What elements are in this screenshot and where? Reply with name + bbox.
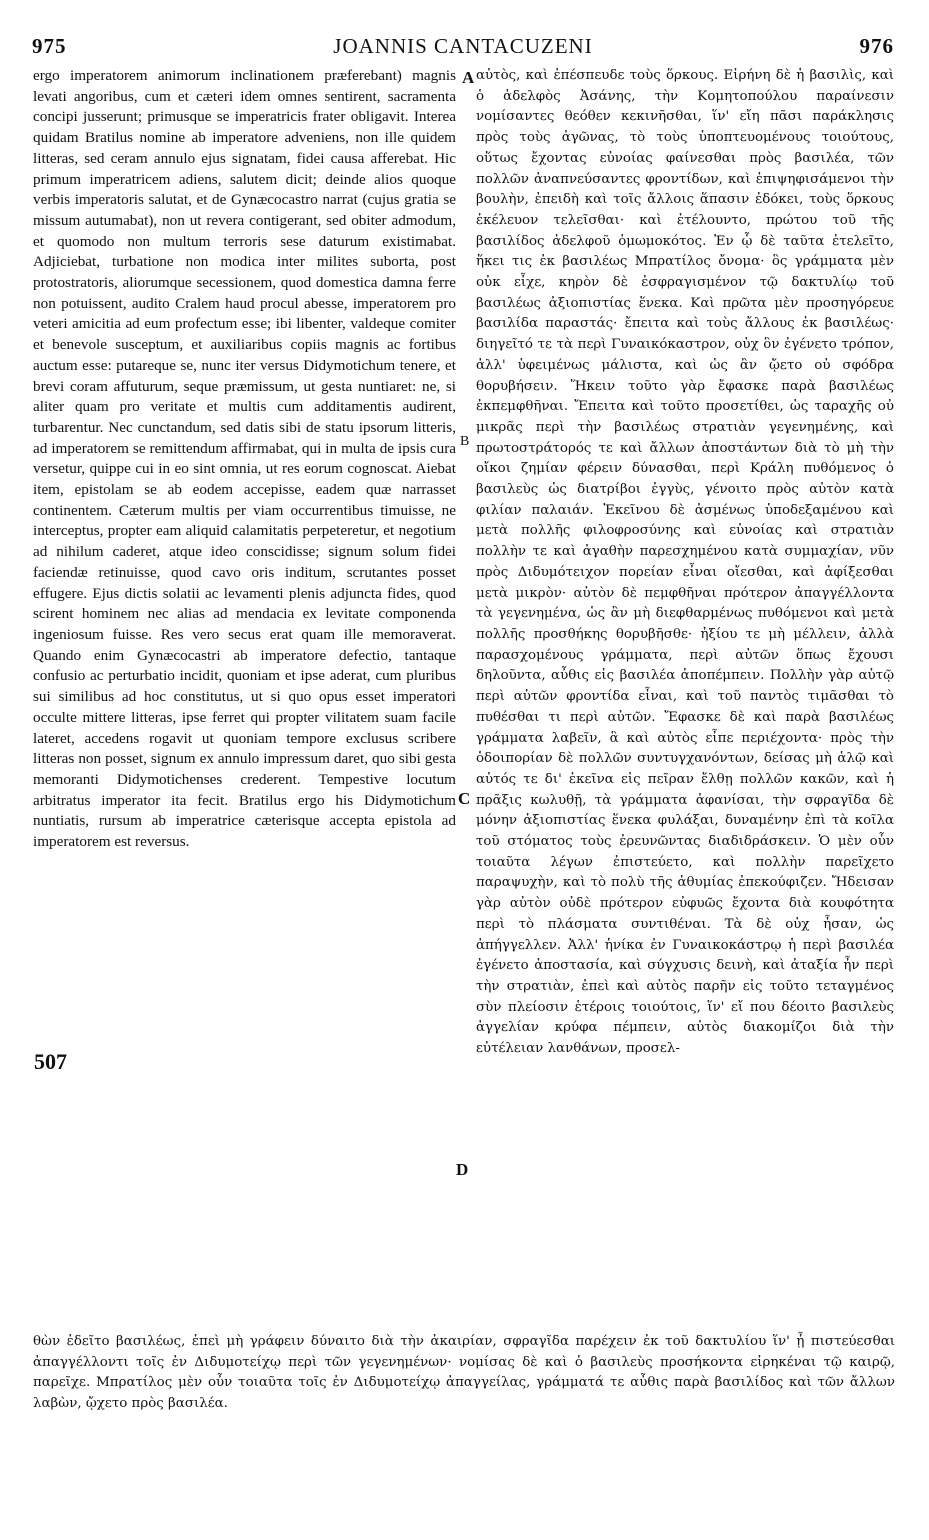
greek-continuation-text: θὼν ἐδεῖτο βασιλέως, ἐπεὶ μὴ γράφειν δύναιτο διὰ τὴν ἀκαιρίαν, σφραγῖδα παρέχειν ἐκ τοῦ δακτυλίου ἵν' ᾖ πιστεύεσθαι ἀπαγγέλλοντι τοῖς ἐν Διδυμοτείχῳ περὶ τῶν γεγενημένων· νομίσας δὲ καὶ ὁ βασιλεὺς προσήκοντα εἰρηκέναι τῷ καιρῷ, παρεῖχε. Μπρατίλος μὲν οὖν τοιαῦτα τοῖς ἐν Διδυμοτείχῳ ἀπαγγείλας, γράμματά τε αὖθις παρὰ βασιλίδος καὶ τῶν ἄλλων λαβὼν, ᾤχετο πρὸς βασιλέα. bbox=[33, 1334, 895, 1412]
greek-column bbox=[476, 66, 894, 1328]
page-number-left: 975 bbox=[32, 34, 67, 58]
greek-text: αὐτὸς, καὶ ἐπέσπευδε τοὺς ὅρκους. Εἰρήνη δὲ ἡ βασιλὶς, καὶ ὁ ἀδελφὸς Ἀσάνης, τὴν Κομητοπούλου παραίνεσιν νομίσαντες θεόθεν κεκινῆσθαι, ἵν' εἴη πᾶσι παράκλησις πρὸς τοὺς ἀγῶνας, τὸ τοὺς ὑποπτευομένους τοιούτους, οὕτως ἔχοντας εὐνοίας φαίνεσθαι πρὸς βασιλέα, τῶν πολλῶν ἀναπνεύσαντες φροντίδων, καὶ ἐπιψηφισάμενοι τὴν βουλὴν, ἐπειδὴ καὶ τοῖς ἄλλοις ἅπασιν ἐδόκει, τοὺς ὅρκους ἐκέλευον τελεῖσθαι· καὶ ἐτέλουντο, πρώτου τοῦ τῆς βασιλίδος ἀδελφοῦ ὁμωμοκότος. Ἐν ᾧ δὲ ταῦτα ἐτελεῖτο, ἥκει τις ἐκ βασιλέως Μπρατίλος ὄνομα· ὃς γράμματα μὲν οὐκ εἶχε, κηρὸν δὲ ἐσφραγισμένον τῷ δακτυλίῳ τοῦ βασιλέως ἀξιοπιστίας ἕνεκα. Καὶ πρῶτα μὲν προσηγόρευε βασιλίδα παραστάς· ἔπειτα καὶ τοὺς ἄλλους ἐκ βασιλέως· διηγεῖτό τε τὰ περὶ Γυναικόκαστρον, οὐχ ὃν ἐγένετο τρόπον, ἀλλ' ὑφειμένως μάλιστα, καὶ ὡς ἂν ᾤετο οὐ σφόδρα θορυβήσειν. Ἥκειν τοῦτο γὰρ ἔφασκε παρὰ βασιλέως ἐκπεμφθῆναι. Ἔπειτα καὶ τοῦτο προσετίθει, ὡς ταραχῆς οὐ μικρᾶς περὶ τὴν βασιλέως στρατιὰν γεγενημένης, καὶ πρωτοστράτορός τε καὶ ἄλλων ἀποστάντων διὰ τὸ μὴ τὴν οἴκοι ζημίαν φέρειν δύνασθαι, περὶ Κράλη πυθόμενος ὁ βασιλεὺς ὡς διατρίβοι ἐγγὺς, γένοιτο πρὸς αὐτὸν κατὰ φιλίαν παλαιάν. Ἐκεῖνου δὲ ἀσμένως ὑποδεξαμένου καὶ μετὰ πολλῆς φιλοφροσύνης καὶ εὐνοίας καὶ στρατιὰν πολλὴν τε καὶ ἀγαθὴν παρεσχημένου κατὰ συμμαχίαν, νῦν πρὸς Διδυμότειχον πορείαν εἶναι οἴεσθαι, καὶ ἀφίξεσθαι μετὰ μικρὸν· αὐτὸν δὲ πεμφθῆναι πρότερον ἀπαγγέλλοντα τὰ γεγενημένα, ὡς ἂν μὴ διεφθαρμένως πυθόμενοι καὶ μετὰ πολλῆς προσθήκης θορυβῆσθε· ἠξίου τε μὴ μέλλειν, ἀλλὰ παρασχομένους γράμματα, περὶ αὐτῶν ὅπως ἔχουσι δηλοῦντα, αὖθις εἰς βασιλέα ἀποπέμπειν. Πολλὴν γὰρ αὐτῷ περὶ αὐτῶν φροντίδα εἶναι, καὶ τοῦ παντὸς τιμᾶσθαι τὸ πυθέσθαι τι περὶ αὐτῶν. Ἔφασκε δὲ καὶ παρὰ βασιλέως γράμματα λαβεῖν, ἃ καὶ αὐτὸς εἶπε περιέχοντα· πρὸς τὴν ὁδοιπορίαν δὲ πολλῶν συντυγχανόντων, δείσας μὴ ἁλῷ καὶ αὐτός τε δι' ἐκεῖνα εἰς πεῖραν ἔλθῃ πολλῶν κακῶν, καὶ ἡ πρᾶξις κωλυθῇ, τὰ γράμματα ἀφανίσαι, τὴν σφραγῖδα δὲ μόνην ἀξιοπιστίας ἕνεκα φυλάξαι, δυναμένην ἐπὶ τὰ κοῖλα τοῦ στόματος τοὺς ἐρευνῶντας διαδιδράσκειν. Ὁ μὲν οὖν τοιαῦτα λέγων ἐπιστεύετο, καὶ πολλὴν παρεῖχετο παραψυχὴν, καὶ τὸ πολὺ τῆς ἀθυμίας ἐπεκούφιζεν. Ἤδεισαν γὰρ αὐτὸν οὐδὲ πρότερον εὐφυῶς ἔχοντα διὰ κουφότητα περὶ τὸ πλάσματα συντιθέναι. Τὰ δὲ οὐχ ἦσαν, ὡς ἀπήγγελλεν. Ἀλλ' ἡνίκα ἐν Γυναικοκάστρῳ ἡ περὶ βασιλέα ἐγένετο ἀποστασία, καὶ σύγχυσις δεινὴ, καὶ ἀταξία ἦν περὶ τὴν στρατιὰν, ἐπεὶ καὶ αὐτὸς παρῆν εἰς τοῦτο τεταγμένος σὺν πλείοσιν ἑτέροις τοιούτοις, ἵν' εἴ που δέοιτο βασιλεὺς ἀγγελίαν κρύφα πέμπειν, αὐτὸς διακομίζοι διὰ τὴν εὐτέλειαν λανθάνων, προσελ- bbox=[476, 68, 894, 1057]
section-marker-c: C bbox=[458, 789, 471, 808]
greek-continuation bbox=[33, 1332, 895, 1415]
margin-page-number: 507 bbox=[34, 1049, 67, 1074]
page-header bbox=[32, 30, 894, 62]
section-marker-a: A bbox=[462, 68, 475, 87]
section-marker-b: B bbox=[460, 434, 470, 449]
latin-text: ergo imperatorem animorum inclinationem præferebant) magnis levati angoribus, cum et cæteri idem omnes sentirent, sacramenta concipi jusserunt; primusque se imperatricis frater obligavit. Interea quidam Bratilus nomine ab imperatore adveniens, non ille quidem litteras, sed ceram annulo ejus signatam, fidei causa afferebat. Hic primum imperatricem adiens, salutem dicit; deinde alios quoque verbis imperatoris salutat, et de Gynæcocastro narrat (cujus gratia se missum autumabat), non ut revera contigerant, sed obiter admodum, et quomodo non multum terroris sese daturum existimabat. Adjiciebat, turbatione non modica inter milites suborta, post protostratoris, aliorumque secessionem, quod domestica damna ferre non potuissent, audito Cralem haud procul abesse, imperatorem pro veteri amicitia ad eum profectum esse; ibi libenter, valdeque comiter et benevole susceptum, et auxiliaribus copiis magnis ac fortibus auctum esse: putareque se, nunc iter versus Didymotichum tenere, et brevi coram affuturum, seque præmissum, ut gesta nuntiaret: ne, si aliter quam pro veritate et multis cum additamentis audirent, turbarentur. Nec cunctandum, sed datis sibi de statu ipsorum litteris, ad imperatorem se remittendum affirmabat, qui in multa de ipsis cura versetur, quippe cui in eo sint omnia, ut res eorum cognoscat. Aiebat item, epistolam se ab eodem accepisse, eadem quæ narrasset continentem. Cæterum multis per viam occurrentibus timuisse, ne interceptus, propter eam aliquid calamitatis perpeteretur, et negotium ad nihilum caderet, atque ideo conscidisse; signum solum fidei faciendæ retinuisse, quod cavo oris inditum, scrutantes posset effugere. Ejus dictis solatii ac levamenti plenis adjuncta fides, quod scirent hominem nec alias ad mendacia ex levitate componenda ingeniosum fuisse. Res vero secus erat quam ille memoraverat. Quando enim Gynæcocastri ab imperatore defectio, tantaque confusio ac perturbatio incidit, quoniam et ipse aderat, cum pluribus sui similibus ad hoc constitutus, ut si quo opus esset imperatori occulte mittere litteras, ipse ferret qui propter vilitatem suam facile lateret, accedens rogavit ut quoniam tempore exclusus scribere litteras non posset, signum ex annulo impressum daret, quo sibi gesta memoranti Didymotichenses crederent. Tempestive locutum arbitratus imperator ita fecit. Bratilus ergo his Didymotichum nuntiatis, rursum ab imperatrice cæterisque accepta epistola ad imperatorem est reversus. bbox=[33, 67, 456, 851]
running-title: JOANNIS CANTACUZENI bbox=[333, 34, 593, 58]
section-marker-d: D bbox=[456, 1160, 469, 1179]
page-number-right: 976 bbox=[859, 34, 894, 58]
latin-column bbox=[33, 66, 456, 1328]
